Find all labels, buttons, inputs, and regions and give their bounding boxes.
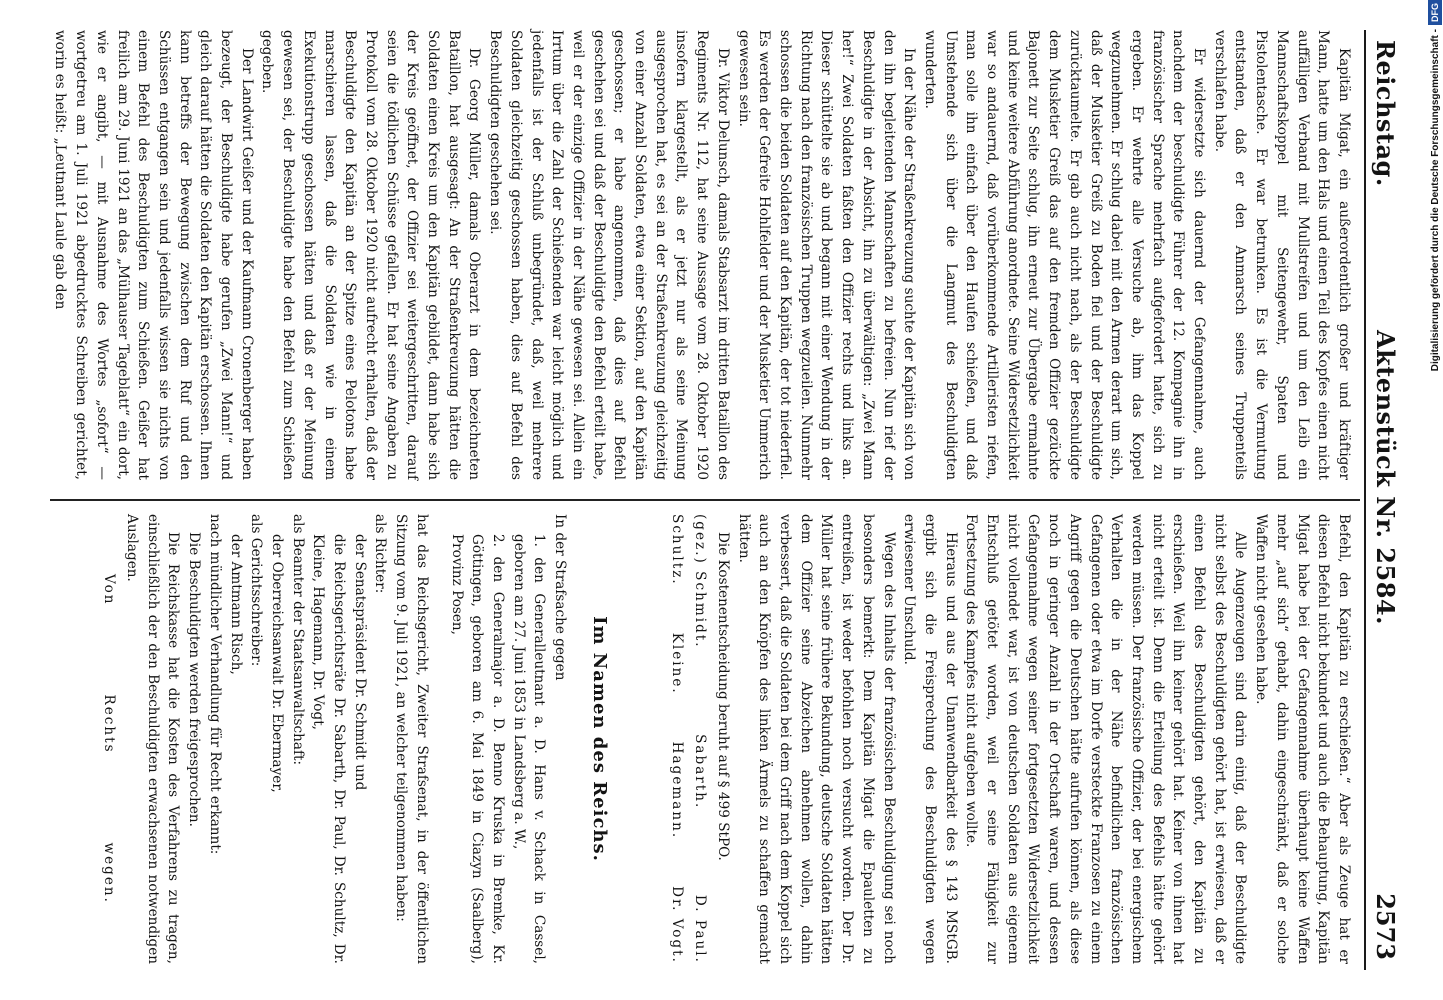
header-left-title: Reichstag. [1371,40,1400,187]
digitization-notice [1428,0,1442,700]
left-paragraph-2: Er widersetzte sich dauernd der Gefangennahme, auch nachdem der beschuldigte Führer der 12. Kompagnie ihn in französischer Sprache mehrfach aufgefordert hatte, sich zu ergeben. Er wehrte alle Versuche ab, ihm das Koppel wegzunehmen. Er schlug dabei mit den Armen derart um sich, daß der Musketier Greiß zu Boden fiel und der Beschuldigte zurücktaumelte. Er gab auch nicht nach, als der Beschuldigte dem Musketier Greiß das auf den fremden Offizier gezückte Bajonett zur Seite schlug, ihn erneut zur Übergabe ermahnte und keine weitere Abführung anordnete. Seine Widersetzlichkeit war so andauernd, daß vorüberkommende Artilleristen riefen, man solle ihn einfach über den Haufen schießen, und daß Umstehende sich über die Langmut des Beschuldigten wunderten. [921,30,1208,480]
closing-word: Rechts [101,694,118,754]
header-rule [1364,30,1366,970]
judges-members: die Reichsgerichtsräte Dr. Sabarth, Dr. Paul, Dr. Schultz, Dr. Kleine, Hagemann, Dr. Vogt, [310,534,348,964]
right-paragraph-1: Befehl, den Kapitän zu erschießen.“ Aber als Zeuge hat er diesen Befehl nicht bekundet und auch die Behauptung, Kapitän Migat habe bei der Gefangennahme überhaupt keine Waffen mehr „auf sich“ gehabt, dahin eingeschränkt, daß er solche Waffen nicht gesehen habe. [1253,514,1352,964]
left-paragraph-5: Dr. Georg Müller, damals Oberarzt in dem bezeichneten Bataillon, hat ausgesagt: An der Straßenkreuzung hätten die Soldaten einen Kreis um den Kapitän gebildet, dann habe sich der Kreis geöffnet, der Offizier sei weitergeschritten, darauf seien die tödlichen Schüsse gefallen. Er hat seine Angaben zu Protokoll vom 28. Oktober 1920 nicht aufrecht erhalten, daß der Beschuldigte den Kapitän an der Spitze eines Pelotons habe marschieren lassen, daß die Soldaten wie in einem Exekutionstrupp geschossen hätten und daß er der Meinung gewesen sei, der Beschuldigte habe den Befehl zum Schießen gegeben. [259,30,483,480]
left-column [54,30,1354,480]
signature: Schultz. [669,514,686,586]
signature: Kleine. [669,632,686,695]
signature: Dr. Vogt. [669,886,686,964]
right-paragraph-3: Hieraus und aus der Unanwendbarkeit des § 143 MStGB. ergibt sich die Freisprechung des Beschuldigten wegen erwiesener Unschuld. [901,514,959,964]
column-divider [50,499,1360,501]
prosecutor-name: der Oberreichsanwalt Dr. Ebermayer, [268,534,285,793]
signature: Hagemann. [669,741,686,840]
page-header [1360,30,1410,970]
header-document-number: Aktenstück Nr. 2584. [1371,330,1400,625]
spacer [432,514,446,964]
signature: Sabarth. [692,734,709,810]
right-paragraph-2: Alle Augenzeugen sind darin einig, daß der Beschuldigte nicht selbst des Beschuldigten gehört hat, ist erwiesen, daß er einen Befehl des Beschuldigten gehört, den Kapitän zu erschießen. Weil ihn keiner gehört hat. Keiner von ihnen hat nicht erteilt ist. Denn die Erteilung des Befehls hätte gehört werden müssen. Der französische Offizier, der bei energischem Verhalten die in der Nähe befindlichen französischen Gefangenen oder etwa im Dorfe versteckte Franzosen zu einem Angriff gegen die Deutschen hätte aufrufen können, als diese noch in geringer Anzahl in der Ortschaft waren, und dessen Gefangennahme wegen seiner fortgesetzten Widersetzlichkeit nicht vollendet war, ist von deutschen Soldaten aus eigenem Entschluß getötet worden, weil er seine Fähigkeit zur Fortsetzung des Kampfes nicht aufgeben wollte. [963,514,1249,964]
page-number: 2573 [1371,893,1400,960]
verdict-intro: nach mündlicher Verhandlung für Recht erkannt: [206,514,223,855]
clerk-name: der Amtmann Risch, [227,534,244,675]
signature-line-2 [667,514,688,964]
defendant-1: 1. den Generalleutnant a. D. Hans v. Schack in Cassel, geboren am 27. Juni 1853 in Landsberg a. W., [510,534,548,964]
digitization-margin [1414,0,1441,1000]
signature-line-1 [690,514,711,964]
dfg-logo: DFG [1428,0,1442,25]
right-paragraph-4: Wegen des Inhalts der französischen Beschuldigung sei noch besonders bemerkt: Dem Kapitän Migat die Epauletten zu entreißen, ist weder befohlen noch versucht worden. Der Dr. Müller hat seine frühere Bekundung, deutsche Soldaten hätten dem Offizier seine Abzeichen abnehmen wollen, dahin verbessert, daß die Soldaten bei dem Griff nach dem Koppel sich auch an den Knöpfen des linken Ärmels zu schaffen gemacht hätten. [735,514,897,964]
right-column [54,514,1354,964]
court-statement: hat das Reichsgericht, Zweiter Strafsenat, in der öffentlichen Sitzung vom 9. Juli 1921, an welcher teilgenommen haben: [393,514,430,964]
left-paragraph-6: Der Landwirt Geißer und der Kaufmann Cronenberger haben bezeugt, der Beschuldigte habe gerufen „Zwei Mann!“ und gleich darauf hätten die Soldaten den Kapitän erschossen. Ihnen kann betreffs der Bewegung zwischen dem Ruf und den Schüssen entgangen sein und jedenfalls wissen sie nichts von einem Befehl des Beschuldigten zum Schießen. Geißer hat freilich am 29. Juni 1921 an das „Mülhauser Tageblatt“ ein dort, wie er angibt, — mit Ausnahme des Wortes „sofort“ — wortgetreu am 1. Juli 1921 abgedrucktes Schreiben gerichtet, worin es heißt: „Leutnant Laule gab den [52,30,255,480]
judges-president: der Senatspräsident Dr. Schmidt und [351,534,368,791]
left-paragraph-4: Dr. Viktor Delunsch, damals Stabsarzt im dritten Bataillon des Regiments Nr. 112, hat seine Aussage vom 28. Oktober 1920 insofern klargestellt, als er jetzt nur als seine Meinung ausgesprochen hat, es sei an der Straßenkreuzung gleichzeitig von einer Anzahl Soldaten, etwa einer Sektion, auf den Kapitän geschossen; er habe angenommen, daß dies auf Befehl geschehen sei und daß der Beschuldigte den Befehl erteilt habe, weil er der einzige Offizier in der Nähe gewesen sei. Allein ein Irrtum über die Zahl der Schießenden war leicht möglich und jedenfalls ist der Schluß unbegründet, daß, weil mehrere Soldaten gleichzeitig geschossen haben, dies auf Befehl des Beschuldigten geschehen sei. [487,30,731,480]
left-paragraph-3: In der Nähe der Straßenkreuzung suchte der Kapitän sich von den ihn begleitenden Mannschaften zu befreien. Nun rief der Beschuldigte in der Absicht, ihn zu überwältigen: „Zwei Mann her!“ Zwei Soldaten faßten den Offizier rechts und links an. Dieser schüttelte sie ab und begann mit einer Wendung in der Richtung nach den französischen Truppen wegzueilen. Nunmehr schossen die beiden Soldaten auf den Kapitän, der tot niederfiel. Es werden der Gefreite Hohlfelder und der Musketier Ummerich gewesen sein. [735,30,918,480]
case-intro: In der Strafsache gegen [552,514,569,681]
judges-label: als Richter: [372,514,389,594]
right-paragraph-5: Die Kostenentscheidung beruht auf § 499 StPO. [714,532,731,861]
signature: (gez.) Schmidt. [692,514,709,649]
judgment-title: Im Namen des Reichs. [588,616,610,862]
signature: D. Paul. [692,894,709,964]
closing-formula [99,514,120,964]
prosecutor-label: als Beamter der Staatsanwaltschaft: [289,514,306,766]
closing-word: wegen. [101,842,118,904]
defendant-2: 2. den Generalmajor a. D. Benno Kruska in Bremke, Kr. Göttingen, geboren am 6. Mai 1849 in Ciazyn (Saalberg), Provinz Posen, [448,534,506,964]
left-paragraph-1: Kapitän Migat, ein außerordentlich großer und kräftiger Mann, hatte um den Hals und einen Teil des Kopfes einen nicht auffälligen Verband mit Mullstreifen und um den Leib ein Mannschaftskoppel mit Seitengewehr, Spaten und Pistolentasche. Er war betrunken. Es ist die Vermutung entstanden, daß er den Anmarsch seines Truppenteils verschlafen habe. [1211,30,1352,480]
rotated-document-page [45,30,1410,970]
clerk-label: als Gerichtsschreiber: [248,514,265,667]
verdict-costs: Die Reichskasse hat die Kosten des Verfahrens zu tragen, einschließlich der den Beschuldigten erwachsenen notwendigen Auslagen. [124,514,182,964]
digitization-notice-text: Digitalisierung gefördert durch die Deutsche Forschungsgemeinschaft - [1430,29,1441,372]
closing-word: Von [101,574,118,606]
verdict-acquittal: Die Beschuldigten werden freigesprochen. [186,532,203,827]
